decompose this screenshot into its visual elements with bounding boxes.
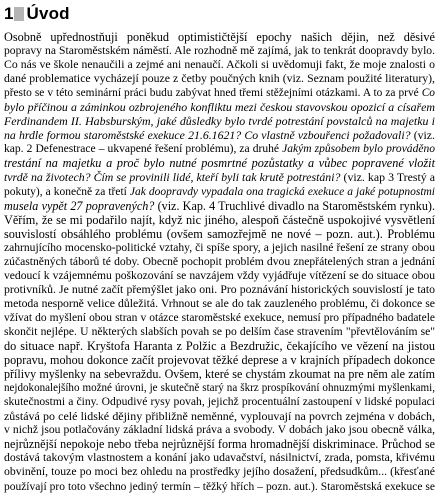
italic-text-run: Čím se provinili lidé, kteří byli tak krutě potrestáni? — [93, 170, 341, 185]
text-run: obvinění, touze po moci bez ohledu na prostředky jejího dosažení, předsudkům... (křesťané — [4, 465, 435, 479]
text-line — [4, 353, 435, 367]
italic-text-run: tvrdě na životech? — [4, 170, 94, 185]
text-run: Co nás ve škole nenaučili a zejmé ani nenaučí. Ačkoli si uvědomuji fakt, že moje znalosti o — [4, 58, 435, 72]
italic-text-run: Ferdinandem II. Habsburským, jaké důsledky bylo tvrdé potrestání povstalců na majetku i — [4, 114, 435, 129]
text-line — [4, 255, 435, 269]
text-run: protivníků. Je nutné začít přemýšlet jako oni. Pro poznávání historických souvislostí je tato — [4, 282, 435, 296]
text-run: pokuty), a konečně za třetí — [4, 185, 130, 198]
chapter-title: Úvod — [26, 4, 70, 23]
italic-text-run: Jak doopravdy vypadala ona tragická exekuce a jaké potupnostmi — [129, 185, 435, 198]
chapter-heading — [4, 3, 70, 25]
text-line — [4, 72, 435, 86]
text-run: do situace např. Kryštofa Haranta z Polžic a Bezdružic, čekajícího ve vězení na jistou — [4, 339, 435, 354]
text-run: (viz. — [410, 128, 435, 143]
text-run: nejdokonalejšího možné úrovni, je skutečně starý na škrz prospíkování ohnuzmými myšlenkami, — [4, 382, 435, 395]
text-run: metoda nesporně velice důležitá. Vrhnout se ale do tak zauzleného problému, či dokonce se — [4, 296, 435, 310]
text-line — [4, 58, 435, 72]
text-run: přesto se v této seminární práci budu zabývat hned třemi stěžejními otázkami. A to za prvé — [4, 87, 422, 100]
italic-text-run: trestání na majetku a proč bylo nutné posmrtné pozůstatky a vůbec popravené vložit — [4, 156, 435, 171]
text-line — [4, 325, 435, 339]
text-line — [4, 142, 435, 156]
text-line — [4, 423, 435, 437]
text-run: v nichž jsou potlačovány základní lidská práva a svobody. V dobách jako jsou obecně válka, — [4, 423, 435, 437]
text-run: vedoucí k vzájemnému poškozování se navzájem vždy vyjádřuje vítězení se do situace obou — [4, 268, 435, 282]
text-run: přílivy myšlenky na sebevraždu. Ovšem, které se chystám zkoumat na pre něm ale zatím — [4, 367, 435, 382]
text-line — [4, 297, 435, 311]
text-run: zúčastněných táborů té doby. Obecně pochopit problém dvou znepřátelených stran a jednání — [4, 254, 435, 268]
text-line — [4, 114, 435, 128]
italic-text-run: na hrdle formou staroměstské exekuce 21.6.1621? Co vlastně vzbouřenci požadovali? — [4, 128, 411, 143]
text-line — [4, 283, 435, 297]
italic-text-run: Co — [421, 87, 435, 100]
text-run: (viz. Kap. 4 Truchlivé divadlo na Staroměstském rynku). — [154, 198, 436, 213]
text-run: zůstává po celé lidské dějiny přibližně neměnné, vyplouvají na povrch zejména v dobách, — [4, 409, 435, 424]
text-line — [4, 170, 435, 184]
text-line — [4, 480, 435, 494]
text-line — [4, 269, 435, 283]
text-run: (viz. kap 3 Trestý a — [340, 170, 435, 185]
text-line — [4, 156, 435, 170]
text-line — [4, 128, 435, 142]
text-run: Věřím, že se mi podařilo najít, když nic jiného, alespoň částečně uspokojivé vysvětlení — [4, 212, 435, 227]
text-line — [4, 213, 435, 227]
text-run: nejrůznější nepokoje nebo třeba nejrůznější forma hromadnější diskriminace. Průchod se — [4, 437, 435, 452]
text-run: souvislostí obsáhlého problému (ovšem samozřejmě ne nové – pozn. aut.). Problému — [4, 226, 435, 241]
text-line — [4, 44, 435, 58]
text-line — [4, 451, 435, 465]
text-run: skončit nejlépe. U některých slabších povah se po delším čase stravením "převtělováním se" — [4, 324, 435, 338]
text-line — [4, 241, 435, 255]
text-run: Osobně upřednostňuji poněkud optimističtější epochy našich dějin, než děsivé — [4, 30, 435, 44]
text-run: používají pro toto všechno jediný termín – těžký hřích – pozn. aut.). Staroměstská exekuce se — [4, 480, 435, 493]
text-line — [4, 199, 435, 213]
text-line — [4, 227, 435, 241]
text-line — [4, 311, 435, 325]
text-line — [4, 86, 435, 100]
text-line — [4, 395, 435, 409]
italic-text-run: bylo příčinou a záminkou ozbrojeného konfliktu mezi českou stavovskou opozicí a císařem — [4, 100, 435, 115]
text-run: dané problematice vycházejí pouze z četby poučných knih (viz. Seznam použité literatury), — [4, 72, 435, 86]
text-run: popravu, mohou dokonce začít projevovat těžké deprese a v krajních případech dokonce — [4, 353, 435, 368]
chapter-body-text — [4, 30, 435, 494]
text-line — [4, 185, 435, 199]
text-run: dostává takovým vlastnostem a konání jako udavačství, násilnictví, zrada, pomsta, křivému — [4, 451, 435, 465]
text-line — [4, 100, 435, 114]
text-run: skutečnostmi a činy. Odpudivé rysy povah, jejichž procentuální zastoupení v lidské populaci — [4, 395, 435, 409]
chapter-number: 1 — [4, 4, 14, 23]
text-line — [4, 409, 435, 423]
text-line — [4, 339, 435, 353]
text-line — [4, 465, 435, 479]
text-run: kap. 2 Defenestrace – ukvapené řešení problému), za druhé — [4, 143, 283, 156]
text-line — [4, 381, 435, 395]
text-line — [4, 30, 435, 44]
italic-text-run: Jakým způsobem bylo prováděno — [282, 143, 435, 156]
text-line — [4, 367, 435, 381]
text-run: zahrnujícího mocensko-politické vztahy, či spíše spory, a jejich nasilné řešení ze strany obou — [4, 240, 435, 254]
italic-text-run: musela vypět 27 popravených? — [4, 198, 155, 213]
text-run: popravy na Staroměstském náměstí. Ale rozhodně mě zajímá, jak to tenkrát doopravdy bylo. — [4, 44, 435, 58]
text-cursor-marker — [14, 7, 24, 21]
text-line — [4, 437, 435, 451]
text-run: vžívat do myšlení obou stran v otázce staroměstské exekuce, nemusí pro případného badatele — [4, 311, 435, 324]
